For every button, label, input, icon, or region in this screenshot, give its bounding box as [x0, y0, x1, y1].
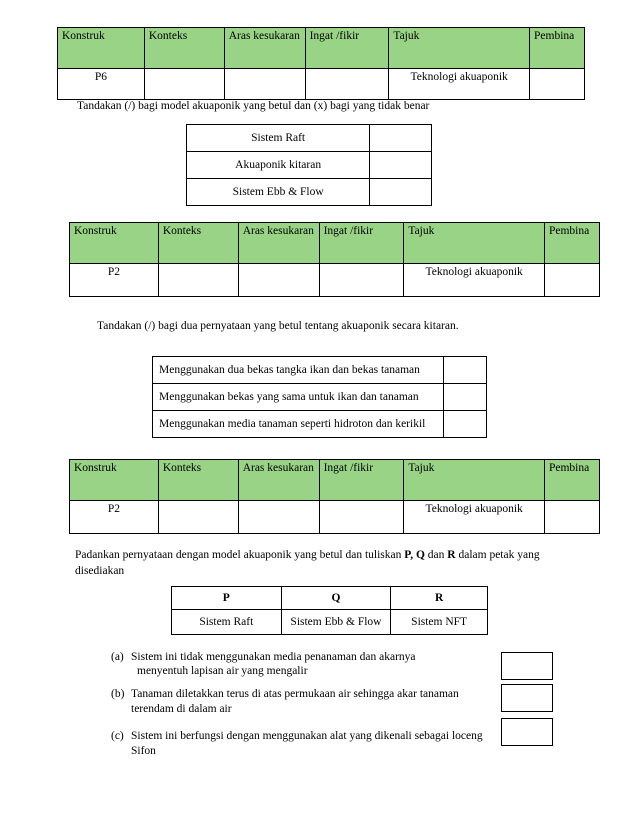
konteks-value — [158, 264, 238, 297]
header-konstruk: Konstruk — [70, 460, 159, 501]
header-pembina: Pembina — [530, 28, 585, 69]
konstruk-value: P6 — [58, 69, 145, 100]
konstruk-value: P2 — [70, 264, 159, 297]
q3-answer-box-a[interactable] — [501, 652, 553, 680]
header-table-3 — [69, 459, 600, 534]
q1-option-ebb-flow: Sistem Ebb & Flow — [187, 179, 370, 206]
header-konteks: Konteks — [158, 223, 238, 264]
header-aras: Aras kesukaran — [238, 223, 319, 264]
ingat-value — [319, 264, 404, 297]
header-ingat: Ingat /fikir — [305, 28, 389, 69]
q1-instruction: Tandakan (/) bagi model akuaponik yang betul dan (x) bagi yang tidak benar — [77, 100, 430, 112]
header-konstruk: Konstruk — [70, 223, 159, 264]
key-model-nft: Sistem NFT — [391, 610, 488, 635]
pembina-value — [530, 69, 585, 100]
header-table-2 — [69, 222, 600, 297]
tajuk-value: Teknologi akuaponik — [389, 69, 530, 100]
header-aras: Aras kesukaran — [238, 460, 319, 501]
tajuk-value: Teknologi akuaponik — [404, 501, 545, 534]
header-table-1 — [57, 27, 585, 100]
q2-answer-box[interactable] — [444, 384, 487, 411]
q1-options-table — [186, 124, 432, 206]
q3-answer-box-c[interactable] — [501, 718, 553, 746]
header-aras: Aras kesukaran — [224, 28, 305, 69]
header-konstruk: Konstruk — [58, 28, 145, 69]
pembina-value — [544, 501, 599, 534]
q3-answer-box-b[interactable] — [501, 684, 553, 712]
header-tajuk: Tajuk — [389, 28, 530, 69]
key-letter-p: P — [172, 587, 282, 610]
header-konteks: Konteks — [144, 28, 224, 69]
header-pembina: Pembina — [544, 223, 599, 264]
q2-option-1: Menggunakan dua bekas tangka ikan dan bekas tanaman — [153, 357, 444, 384]
konteks-value — [158, 501, 238, 534]
q2-instruction: Tandakan (/) bagi dua pernyataan yang betul tentang akuaponik secara kitaran. — [97, 320, 459, 332]
header-tajuk: Tajuk — [404, 223, 545, 264]
key-model-ebb-flow: Sistem Ebb & Flow — [281, 610, 391, 635]
tajuk-value: Teknologi akuaponik — [404, 264, 545, 297]
aras-value — [238, 264, 319, 297]
q2-answer-box[interactable] — [444, 411, 487, 438]
header-konteks: Konteks — [158, 460, 238, 501]
header-ingat: Ingat /fikir — [319, 460, 404, 501]
key-model-raft: Sistem Raft — [172, 610, 282, 635]
header-tajuk: Tajuk — [404, 460, 545, 501]
header-pembina: Pembina — [544, 460, 599, 501]
q1-answer-box[interactable] — [370, 152, 432, 179]
ingat-value — [319, 501, 404, 534]
aras-value — [238, 501, 319, 534]
q1-answer-box[interactable] — [370, 179, 432, 206]
q1-option-kitaran: Akuaponik kitaran — [187, 152, 370, 179]
key-letter-r: R — [391, 587, 488, 610]
q2-option-3: Menggunakan media tanaman seperti hidroton dan kerikil — [153, 411, 444, 438]
q2-answer-box[interactable] — [444, 357, 487, 384]
q1-answer-box[interactable] — [370, 125, 432, 152]
ingat-value — [305, 69, 389, 100]
konteks-value — [144, 69, 224, 100]
header-ingat: Ingat /fikir — [319, 223, 404, 264]
aras-value — [224, 69, 305, 100]
q1-option-raft: Sistem Raft — [187, 125, 370, 152]
konstruk-value: P2 — [70, 501, 159, 534]
pembina-value — [544, 264, 599, 297]
q3-key-table — [171, 586, 488, 635]
q2-option-2: Menggunakan bekas yang sama untuk ikan dan tanaman — [153, 384, 444, 411]
q3-instruction: Padankan pernyataan dengan model akuaponik yang betul dan tuliskan P, Q dan R dalam petak yang disediakan — [75, 549, 540, 577]
q2-options-table — [152, 356, 487, 438]
key-letter-q: Q — [281, 587, 391, 610]
